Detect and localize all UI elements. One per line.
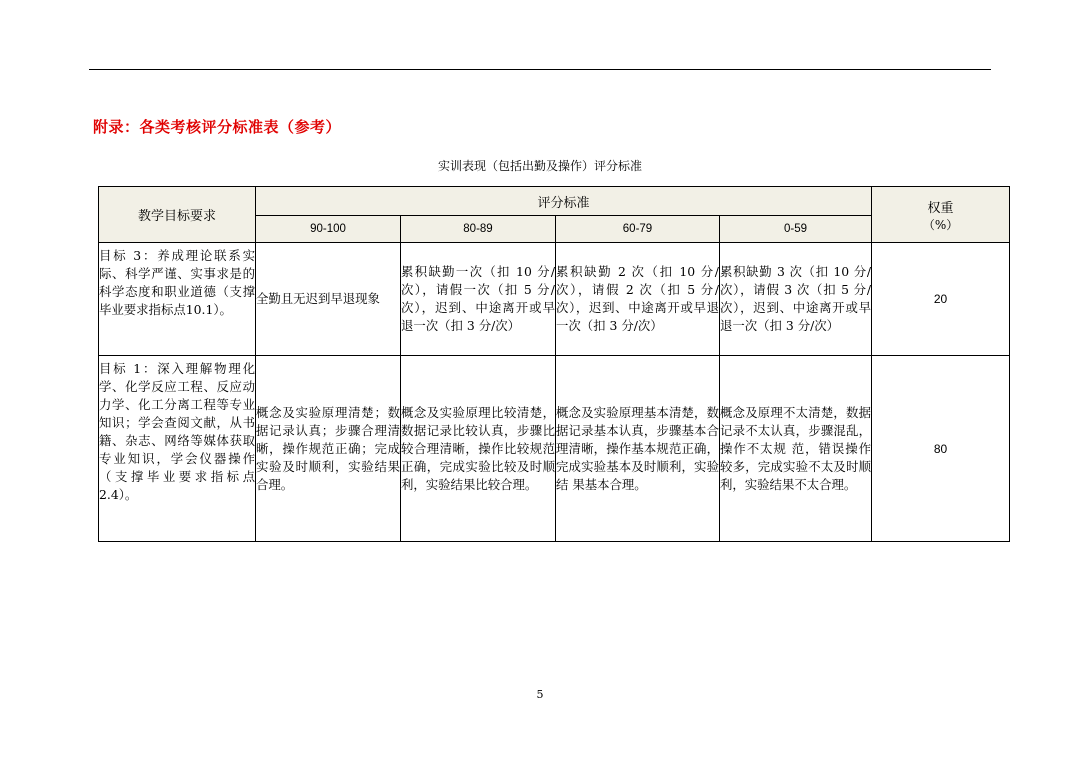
row2-goal: 目标 1：深入理解物理化学、化学反应工程、反应动力学、化工分离工程等专业知识；学会查阅文献，从书籍、杂志、网络等媒体获取专业知识，学会仪器操作（支撑毕业要求指标点 2.4）。 <box>99 356 256 542</box>
header-band-60-79: 60-79 <box>556 216 720 243</box>
row1-band-90-100: 全勤且无迟到早退现象 <box>256 243 401 356</box>
row1-band-80-89: 累积缺勤一次（扣 10 分/次），请假一次（扣 5 分/次），迟到、中途离开或早退一次（扣 3 分/次） <box>401 243 556 356</box>
row1-weight: 20 <box>872 243 1010 356</box>
header-weight-line1: 权重 <box>927 200 954 216</box>
header-weight-line2: （%） <box>922 217 959 232</box>
header-weight <box>872 187 1010 243</box>
page-number: 5 <box>536 688 544 701</box>
appendix-title: 附录：各类考核评分标准表（参考） <box>93 118 342 136</box>
row2-band-0-59: 概念及原理不太清楚，数据记录不太认真，步骤混乱，操作不太规 范，错误操作较多，完成实验不太及时顺利，实验结果不太合理。 <box>720 356 872 542</box>
row2-band-80-89: 概念及实验原理比较清楚，数据记录比较认真，步骤比 较合理清晰，操作比较规范正确，完成实验比较及时顺利，实验结果比较合理。 <box>401 356 556 542</box>
row1-band-60-79: 累积缺勤 2 次（扣 10 分/次），请假 2 次（扣 5 分/次），迟到、中途离开或早退一次（扣 3 分/次） <box>556 243 720 356</box>
header-goal: 教学目标要求 <box>99 187 256 243</box>
row1-goal: 目标 3：养成理论联系实际、科学严谨、实事求是的科学态度和职业道德（支撑毕业要求指标点10.1）。 <box>99 243 256 356</box>
scoring-table <box>98 186 1010 542</box>
header-band-0-59: 0-59 <box>720 216 872 243</box>
header-band-90-100: 90-100 <box>256 216 401 243</box>
table-row <box>99 356 1010 542</box>
table-row <box>99 243 1010 356</box>
header-rule <box>89 69 991 70</box>
header-band-80-89: 80-89 <box>401 216 556 243</box>
row1-band-0-59: 累积缺勤 3 次（扣 10 分/次），请假 3 次（扣 5 分/次），迟到、中途离开或早退一次（扣 3 分/次） <box>720 243 872 356</box>
row2-weight: 80 <box>872 356 1010 542</box>
row2-band-60-79: 概念及实验原理基本清楚，数据记录基本认真，步骤基本合理清晰，操作基本规范正确，完成实验基本及时顺利，实验结 果基本合理。 <box>556 356 720 542</box>
row2-band-90-100: 概念及实验原理清楚；数据记录认真；步骤合理清晰，操作规范正确；完成实验及时顺利，实验结果合理。 <box>256 356 401 542</box>
table-caption: 实训表现（包括出勤及操作）评分标准 <box>437 159 642 173</box>
header-criteria: 评分标准 <box>256 187 872 216</box>
